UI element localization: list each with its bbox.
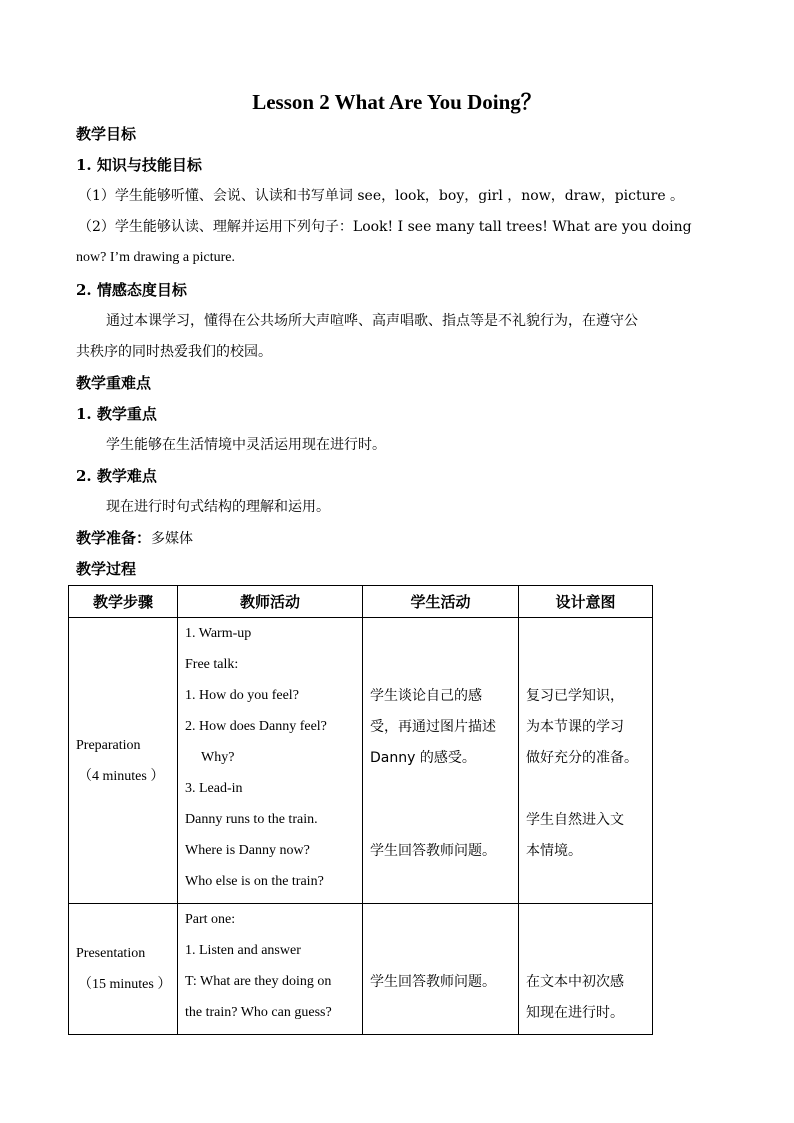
emotion-text-line2: 共秩序的同时热爱我们的校园。: [76, 344, 272, 360]
student-line: [370, 624, 512, 655]
design-intent-cell: [519, 904, 653, 1035]
focus-heading: 1. 教学重点: [76, 405, 157, 423]
intent-line: [526, 655, 646, 686]
intent-line: [526, 941, 646, 972]
intent-line: [526, 872, 646, 903]
emotion-text-line1: 通过本课学习，懂得在公共场所大声喧哗、高声唱歌、指点等是不礼貌行为，在遵守公: [106, 313, 638, 329]
header-student: 学生活动: [363, 586, 519, 618]
teacher-activity-cell: [178, 618, 363, 904]
intent-line: 本情境。: [526, 843, 582, 859]
key-points-heading: 教学重难点: [76, 374, 152, 392]
difficulty-heading: 2. 教学难点: [76, 467, 157, 485]
step-duration: （4 minutes ）: [78, 768, 165, 784]
student-line: [370, 941, 512, 972]
teacher-line: Who else is on the train?: [185, 874, 324, 889]
table-row: [69, 904, 653, 1035]
student-line: 学生谈论自己的感: [370, 688, 482, 704]
intent-line: 为本节课的学习: [526, 719, 624, 735]
student-line: [370, 872, 512, 903]
table-header-row: [69, 586, 653, 618]
student-line: [370, 910, 512, 941]
teacher-line: 1. Warm-up: [185, 626, 252, 641]
teacher-line: 3. Lead-in: [185, 781, 243, 796]
lesson-title: Lesson 2 What Are You Doing？: [252, 90, 542, 114]
process-heading: 教学过程: [76, 560, 137, 578]
teacher-line: Danny runs to the train.: [185, 812, 318, 827]
student-line: [370, 810, 512, 841]
step-cell: [69, 618, 178, 904]
intent-line: 知现在进行时。: [526, 1005, 624, 1021]
table-row: [69, 618, 653, 904]
intent-line: 学生自然进入文: [526, 812, 624, 828]
step-name: Presentation: [76, 946, 146, 961]
teacher-line: 1. How do you feel?: [185, 688, 299, 703]
intent-line: [526, 910, 646, 941]
header-teacher: 教师活动: [178, 586, 363, 618]
intent-line: 复习已学知识，: [526, 688, 624, 704]
teacher-line: 1. Listen and answer: [185, 943, 301, 958]
student-line: 学生回答教师问题。: [370, 843, 496, 859]
knowledge-item-2-line2: now? I’m drawing a picture.: [76, 250, 235, 265]
teacher-line: 2. How does Danny feel?: [185, 719, 327, 734]
design-intent-cell: [519, 618, 653, 904]
teacher-activity-cell: [178, 904, 363, 1035]
knowledge-item-1: （1）学生能够听懂、会说、认读和书写单词 see，look，boy，girl ，now，draw，picture 。: [78, 188, 685, 204]
objectives-heading: 教学目标: [76, 125, 137, 143]
student-line: [370, 655, 512, 686]
teacher-line: T: What are they doing on: [185, 974, 332, 989]
student-line: [370, 1003, 512, 1034]
student-line: 受，再通过图片描述: [370, 719, 496, 735]
teacher-line: the train? Who can guess?: [185, 1005, 332, 1020]
step-duration: （15 minutes ）: [78, 977, 172, 992]
intent-line: 做好充分的准备。: [526, 750, 638, 766]
knowledge-heading: 1. 知识与技能目标: [76, 156, 202, 174]
header-intent: 设计意图: [519, 586, 653, 618]
teacher-line: Why?: [201, 750, 235, 765]
difficulty-text: 现在进行时句式结构的理解和运用。: [106, 499, 330, 515]
student-line: Danny 的感受。: [370, 750, 476, 766]
step-name: Preparation: [76, 737, 141, 753]
preparation-value: 多媒体: [151, 531, 194, 547]
teacher-line: Where is Danny now?: [185, 843, 310, 858]
student-line: 学生回答教师问题。: [370, 974, 496, 990]
knowledge-item-2-line1: （2）学生能够认读、理解并运用下列句子：Look! I see many tall trees! What are you doing: [78, 219, 692, 235]
step-cell: [69, 904, 178, 1035]
preparation-line: [76, 528, 193, 549]
lesson-process-table: [68, 585, 653, 1035]
intent-line: 在文本中初次感: [526, 974, 624, 990]
intent-line: [526, 779, 646, 810]
intent-line: [526, 624, 646, 655]
focus-text: 学生能够在生活情境中灵活运用现在进行时。: [106, 437, 386, 453]
preparation-label: 教学准备：: [76, 529, 152, 547]
header-step: 教学步骤: [69, 586, 178, 618]
teacher-line: Free talk:: [185, 657, 239, 672]
emotion-heading: 2. 情感态度目标: [76, 281, 187, 299]
teacher-line: Part one:: [185, 912, 236, 927]
student-line: [370, 779, 512, 810]
student-activity-cell: [363, 904, 519, 1035]
student-activity-cell: [363, 618, 519, 904]
